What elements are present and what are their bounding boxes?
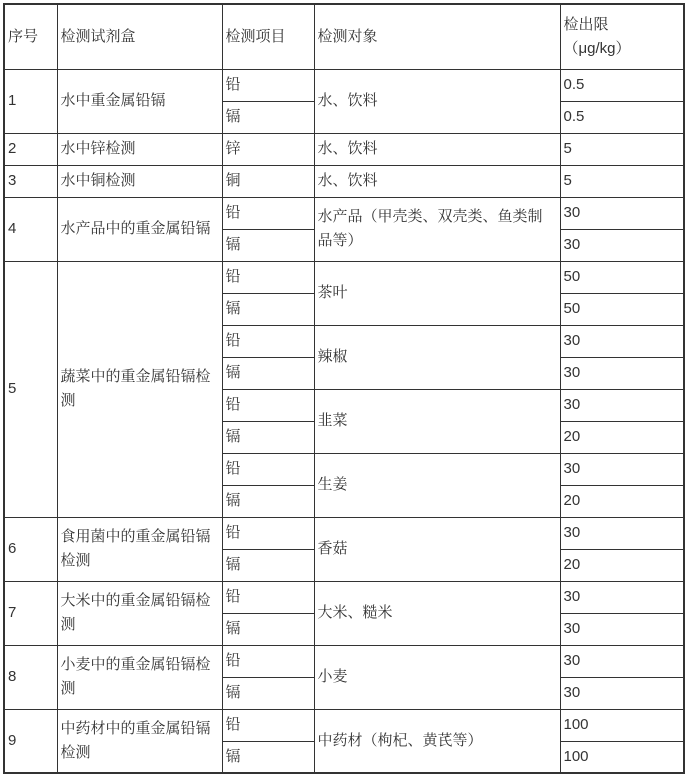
table-row bbox=[4, 165, 684, 197]
cell-item: 铅 bbox=[222, 197, 314, 229]
cell-limit: 20 bbox=[560, 485, 684, 517]
cell-limit: 20 bbox=[560, 549, 684, 581]
cell-target: 水、饮料 bbox=[314, 69, 560, 133]
cell-item: 铅 bbox=[222, 261, 314, 293]
header-row bbox=[4, 4, 684, 69]
cell-no: 6 bbox=[4, 517, 57, 581]
cell-kit: 中药材中的重金属铅镉检测 bbox=[57, 709, 222, 773]
cell-limit: 20 bbox=[560, 421, 684, 453]
cell-no: 3 bbox=[4, 165, 57, 197]
table-row bbox=[4, 261, 684, 293]
cell-item: 镉 bbox=[222, 357, 314, 389]
cell-item: 铅 bbox=[222, 645, 314, 677]
cell-item: 铅 bbox=[222, 453, 314, 485]
cell-no: 4 bbox=[4, 197, 57, 261]
cell-kit: 水中重金属铅镉 bbox=[57, 69, 222, 133]
header-limit-unit: （μg/kg） bbox=[563, 39, 631, 57]
cell-no: 1 bbox=[4, 69, 57, 133]
cell-target: 水产品（甲壳类、双壳类、鱼类制品等） bbox=[314, 197, 560, 261]
cell-no: 7 bbox=[4, 581, 57, 645]
cell-item: 锌 bbox=[222, 133, 314, 165]
cell-limit: 30 bbox=[560, 677, 684, 709]
cell-item: 镉 bbox=[222, 485, 314, 517]
cell-target: 水、饮料 bbox=[314, 133, 560, 165]
cell-limit: 100 bbox=[560, 709, 684, 741]
header-kit: 检测试剂盒 bbox=[57, 4, 222, 69]
cell-no: 5 bbox=[4, 261, 57, 517]
cell-limit: 5 bbox=[560, 165, 684, 197]
cell-kit: 小麦中的重金属铅镉检测 bbox=[57, 645, 222, 709]
cell-kit: 大米中的重金属铅镉检测 bbox=[57, 581, 222, 645]
cell-limit: 30 bbox=[560, 581, 684, 613]
table-row bbox=[4, 133, 684, 165]
cell-target: 水、饮料 bbox=[314, 165, 560, 197]
table-row bbox=[4, 581, 684, 613]
table-row bbox=[4, 645, 684, 677]
header-limit bbox=[560, 4, 684, 69]
cell-target: 茶叶 bbox=[314, 261, 560, 325]
cell-limit: 50 bbox=[560, 293, 684, 325]
detection-limits-table bbox=[3, 3, 685, 774]
table-row bbox=[4, 69, 684, 101]
cell-limit: 30 bbox=[560, 357, 684, 389]
cell-item: 镉 bbox=[222, 421, 314, 453]
cell-limit: 100 bbox=[560, 741, 684, 773]
table-row bbox=[4, 197, 684, 229]
cell-limit: 30 bbox=[560, 389, 684, 421]
cell-target: 中药材（枸杞、黄芪等） bbox=[314, 709, 560, 773]
cell-item: 铅 bbox=[222, 325, 314, 357]
cell-item: 镉 bbox=[222, 549, 314, 581]
cell-item: 铅 bbox=[222, 389, 314, 421]
cell-target: 大米、糙米 bbox=[314, 581, 560, 645]
cell-kit: 水中铜检测 bbox=[57, 165, 222, 197]
cell-limit: 5 bbox=[560, 133, 684, 165]
cell-limit: 30 bbox=[560, 453, 684, 485]
cell-limit: 30 bbox=[560, 613, 684, 645]
cell-no: 9 bbox=[4, 709, 57, 773]
cell-no: 2 bbox=[4, 133, 57, 165]
cell-item: 铅 bbox=[222, 581, 314, 613]
cell-target: 生姜 bbox=[314, 453, 560, 517]
cell-kit: 水中锌检测 bbox=[57, 133, 222, 165]
cell-limit: 30 bbox=[560, 229, 684, 261]
header-item: 检测项目 bbox=[222, 4, 314, 69]
cell-item: 镉 bbox=[222, 101, 314, 133]
header-no: 序号 bbox=[4, 4, 57, 69]
cell-item: 铅 bbox=[222, 517, 314, 549]
cell-limit: 0.5 bbox=[560, 69, 684, 101]
cell-item: 镉 bbox=[222, 677, 314, 709]
cell-kit: 蔬菜中的重金属铅镉检测 bbox=[57, 261, 222, 517]
cell-limit: 30 bbox=[560, 517, 684, 549]
cell-item: 镉 bbox=[222, 293, 314, 325]
cell-limit: 30 bbox=[560, 645, 684, 677]
cell-item: 铅 bbox=[222, 709, 314, 741]
cell-limit: 50 bbox=[560, 261, 684, 293]
cell-target: 辣椒 bbox=[314, 325, 560, 389]
table-row bbox=[4, 709, 684, 741]
cell-kit: 水产品中的重金属铅镉 bbox=[57, 197, 222, 261]
cell-item: 镉 bbox=[222, 741, 314, 773]
header-limit-label: 检出限 bbox=[563, 15, 609, 33]
cell-limit: 30 bbox=[560, 325, 684, 357]
cell-target: 韭菜 bbox=[314, 389, 560, 453]
cell-kit: 食用菌中的重金属铅镉检测 bbox=[57, 517, 222, 581]
cell-target: 小麦 bbox=[314, 645, 560, 709]
header-target: 检测对象 bbox=[314, 4, 560, 69]
cell-no: 8 bbox=[4, 645, 57, 709]
cell-target: 香菇 bbox=[314, 517, 560, 581]
cell-limit: 0.5 bbox=[560, 101, 684, 133]
table-row bbox=[4, 517, 684, 549]
cell-item: 镉 bbox=[222, 229, 314, 261]
cell-item: 铅 bbox=[222, 69, 314, 101]
cell-item: 镉 bbox=[222, 613, 314, 645]
cell-item: 铜 bbox=[222, 165, 314, 197]
cell-limit: 30 bbox=[560, 197, 684, 229]
